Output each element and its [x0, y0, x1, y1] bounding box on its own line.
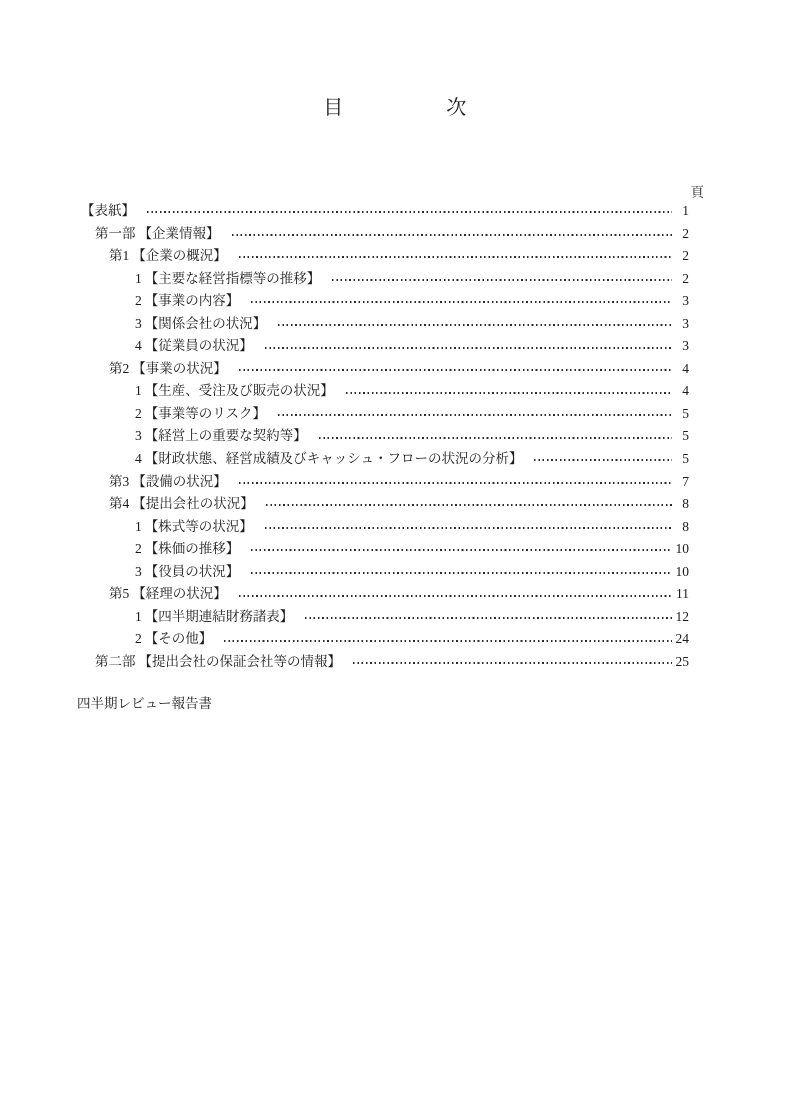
toc-entry-title: 【提出会社の保証会社等の情報】: [138, 653, 341, 669]
dotted-leader: [534, 459, 672, 461]
toc-entry-title: 【株式等の状況】: [144, 518, 253, 534]
toc-entry: [77, 561, 689, 584]
toc-entry-title: 【企業情報】: [138, 225, 220, 241]
toc-entry-number: 4: [135, 451, 142, 467]
toc-entry-title: 【役員の状況】: [144, 563, 240, 579]
toc-entry-title: 【従業員の状況】: [144, 338, 253, 354]
toc-entry-title: 【事業の内容】: [144, 293, 240, 309]
toc-entry-page-number: 2: [682, 248, 689, 264]
dotted-leader: [251, 549, 671, 551]
dotted-leader: [251, 301, 672, 303]
toc-entry-title: 【事業等のリスク】: [144, 405, 266, 421]
toc-entry: [77, 448, 689, 471]
toc-entry: [77, 380, 689, 403]
toc-entry-title: 【主要な経営指標等の推移】: [144, 270, 321, 286]
dotted-leader: [239, 482, 672, 484]
dotted-leader: [239, 256, 672, 258]
dotted-leader: [353, 662, 672, 664]
toc-entry: [77, 313, 689, 336]
footer-note: 四半期レビュー報告書: [77, 696, 212, 711]
toc-entry-page-number: 11: [676, 586, 689, 602]
toc-entry-number: 3: [135, 315, 142, 331]
dotted-leader: [147, 211, 672, 213]
toc-entry-number: 2: [135, 405, 142, 421]
toc-entry: [77, 290, 689, 313]
toc-entry-title: 【企業の概況】: [132, 248, 227, 264]
toc-entry: [77, 493, 689, 516]
toc-entry-title: 【経営上の重要な契約等】: [144, 428, 307, 444]
toc-entry: [77, 516, 689, 539]
toc-entry-number: 第2: [109, 360, 130, 376]
toc-entry-page-number: 3: [682, 315, 689, 331]
toc-entry-number: 2: [135, 631, 142, 647]
toc-entry-number: 第5: [109, 586, 130, 602]
toc-entry-page-number: 10: [675, 563, 689, 579]
toc-entry-number: 1: [135, 518, 142, 534]
dotted-leader: [239, 595, 672, 597]
toc-entry-title: 【四半期連結財務諸表】: [144, 608, 294, 624]
toc-entry-page-number: 2: [682, 225, 689, 241]
page-column-label: 頁: [690, 185, 704, 200]
toc-entry-page-number: 24: [675, 631, 689, 647]
toc-entry-page-number: 7: [682, 473, 689, 489]
dotted-leader: [224, 640, 671, 642]
toc-entry-page-number: 8: [682, 518, 689, 534]
toc-entry-number: 第4: [109, 496, 130, 512]
table-of-contents: [77, 200, 689, 673]
toc-entry: [77, 268, 689, 291]
toc-entry-page-number: 10: [675, 541, 689, 557]
toc-entry-number: 1: [135, 608, 142, 624]
dotted-leader: [278, 414, 672, 416]
dotted-leader: [232, 234, 673, 236]
toc-entry: [77, 200, 689, 223]
dotted-leader: [346, 392, 672, 394]
toc-entry-title: 【提出会社の状況】: [132, 496, 254, 512]
toc-entry-title: 【表紙】: [81, 203, 135, 218]
toc-entry-page-number: 3: [682, 338, 689, 354]
toc-entry-number: 1: [135, 383, 142, 399]
dotted-leader: [332, 279, 672, 281]
toc-entry-page-number: 4: [682, 383, 689, 399]
toc-entry-title: 【経理の状況】: [132, 586, 227, 602]
dotted-leader: [251, 572, 671, 574]
toc-entry-page-number: 2: [682, 270, 689, 286]
toc-entry-title: 【財政状態、経営成績及びキャッシュ・フローの状況の分析】: [144, 451, 523, 467]
dotted-leader: [265, 527, 672, 529]
dotted-leader: [278, 324, 672, 326]
toc-entry-title: 【関係会社の状況】: [144, 315, 267, 331]
toc-entry: [77, 223, 689, 246]
toc-entry-title: 【その他】: [144, 631, 213, 647]
dotted-leader: [305, 617, 671, 619]
toc-entry-number: 3: [135, 428, 142, 444]
toc-entry-page-number: 5: [682, 405, 689, 421]
toc-entry-page-number: 5: [682, 428, 689, 444]
toc-entry-number: 1: [135, 270, 142, 286]
toc-entry: [77, 583, 689, 606]
toc-entry-number: 2: [135, 293, 142, 309]
toc-entry: [77, 538, 689, 561]
toc-entry-title: 【事業の状況】: [132, 360, 227, 376]
dotted-leader: [239, 369, 672, 371]
dotted-leader: [266, 504, 672, 506]
toc-entry: [77, 471, 689, 494]
toc-entry: [77, 606, 689, 629]
toc-entry-page-number: 12: [675, 608, 689, 624]
toc-entry-page-number: 3: [682, 293, 689, 309]
toc-entry-title: 【生産、受注及び販売の状況】: [144, 383, 334, 399]
toc-entry-page-number: 8: [682, 496, 689, 512]
toc-entry-page-number: 25: [675, 653, 689, 669]
toc-entry-number: 第1: [109, 248, 130, 264]
toc-entry: [77, 628, 689, 651]
toc-entry-number: 第3: [109, 473, 130, 489]
toc-entry-title: 【設備の状況】: [132, 473, 227, 489]
toc-entry: [77, 403, 689, 426]
toc-entry: [77, 425, 689, 448]
toc-entry-number: 第二部: [95, 653, 136, 669]
toc-entry-number: 4: [135, 338, 142, 354]
toc-entry-number: 第一部: [95, 225, 136, 241]
toc-entry: [77, 335, 689, 358]
toc-entry-number: 3: [135, 563, 142, 579]
page-title: 目 次: [323, 97, 467, 119]
dotted-leader: [319, 437, 672, 439]
toc-entry: [77, 358, 689, 381]
toc-entry-page-number: 5: [682, 451, 689, 467]
toc-entry: [77, 651, 689, 674]
toc-entry-number: 2: [135, 541, 142, 557]
toc-entry-page-number: 1: [682, 203, 689, 218]
toc-entry: [77, 245, 689, 268]
toc-entry-page-number: 4: [682, 360, 689, 376]
toc-entry-title: 【株価の推移】: [144, 541, 240, 557]
dotted-leader: [265, 347, 672, 349]
